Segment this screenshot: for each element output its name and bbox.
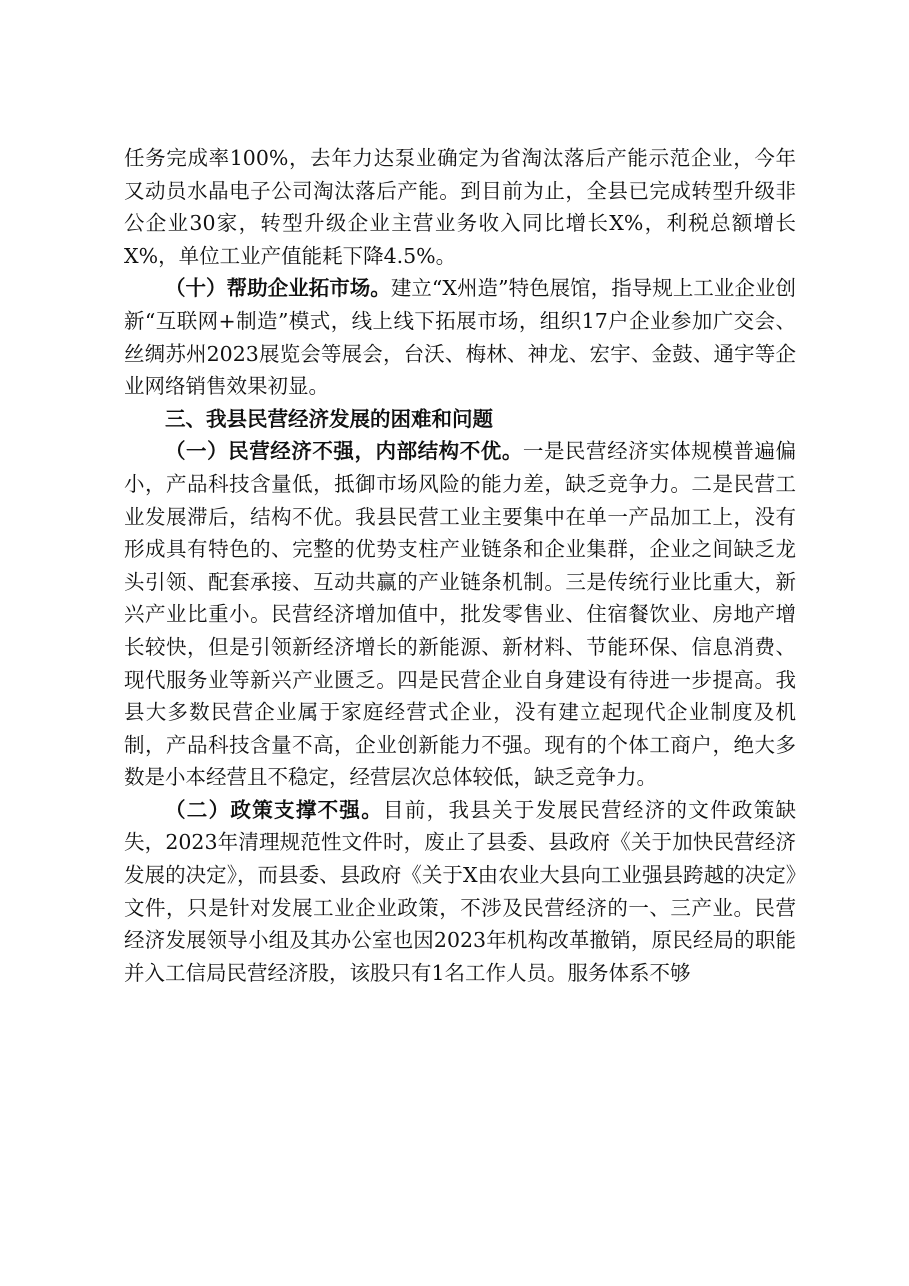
paragraph-market-expansion: [124, 272, 796, 402]
paragraph-policy-support: [124, 794, 796, 990]
paragraph-private-economy: [124, 435, 796, 794]
paragraph-text: 目前，我县关于发展民营经济的文件政策缺失，2023年清理规范性文件时，废止了县委、县政府《关于加快民营经济发展的决定》，而县委、县政府《关于X由农业大县向工业强县跨越的决定》文件，只是针对发展工业企业政策，不涉及民营经济的一、三产业。民营经济发展领导小组及其办公室也因2023年机构改革撤销，原民经局的职能并入工信局民营经济股，该股只有1名工作人员。服务体系不够: [124, 797, 797, 985]
paragraph-text: 任务完成率100%，去年力达泵业确定为省淘汰落后产能示范企业，今年又动员水晶电子公司淘汰落后产能。到目前为止，全县已完成转型升级非公企业30家，转型升级企业主营业务收入同比增长X%，利税总额增长X%，单位工业产值能耗下降4.5%。: [124, 146, 796, 268]
document-body: [124, 142, 796, 989]
paragraph-text: 建立“X州造”特色展馆，指导规上工业企业创新“互联网+制造”模式，线上线下拓展市场，组织17户企业参加广交会、丝绸苏州2023展览会等展会，台沃、梅林、神龙、宏宇、金鼓、通宇等企业网络销售效果初显。: [124, 276, 796, 399]
section-heading: 三、我县民营经济发展的困难和问题: [165, 406, 493, 431]
paragraph-text: 一是民营经济实体规模普遍偏小，产品科技含量低，抵御市场风险的能力差，缺乏竞争力。二是民营工业发展滞后，结构不优。我县民营工业主要集中在单一产品加工上，没有形成具有特色的、完整的优势支柱产业链条和企业集群，企业之间缺乏龙头引领、配套承接、互动共赢的产业链条机制。三是传统行业比重大，新兴产业比重小。民营经济增加值中，批发零售业、住宿餐饮业、房地产增长较快，但是引领新经济增长的新能源、新材料、节能环保、信息消费、现代服务业等新兴产业匮乏。四是民营企业自身建设有待进一步提高。我县大多数民营企业属于家庭经营式企业，没有建立起现代企业制度及机制，产品科技含量不高，企业创新能力不强。现有的个体工商户，绝大多数是小本经营且不稳定，经营层次总体较低，缺乏竞争力。: [124, 439, 797, 790]
paragraph-lead: （一）民营经济不强，内部结构不优。: [165, 439, 523, 464]
paragraph-lead: （二）政策支撑不强。: [165, 797, 384, 822]
paragraph-lead: （十）帮助企业拓市场。: [165, 276, 391, 301]
paragraph-continuation: [124, 142, 796, 272]
